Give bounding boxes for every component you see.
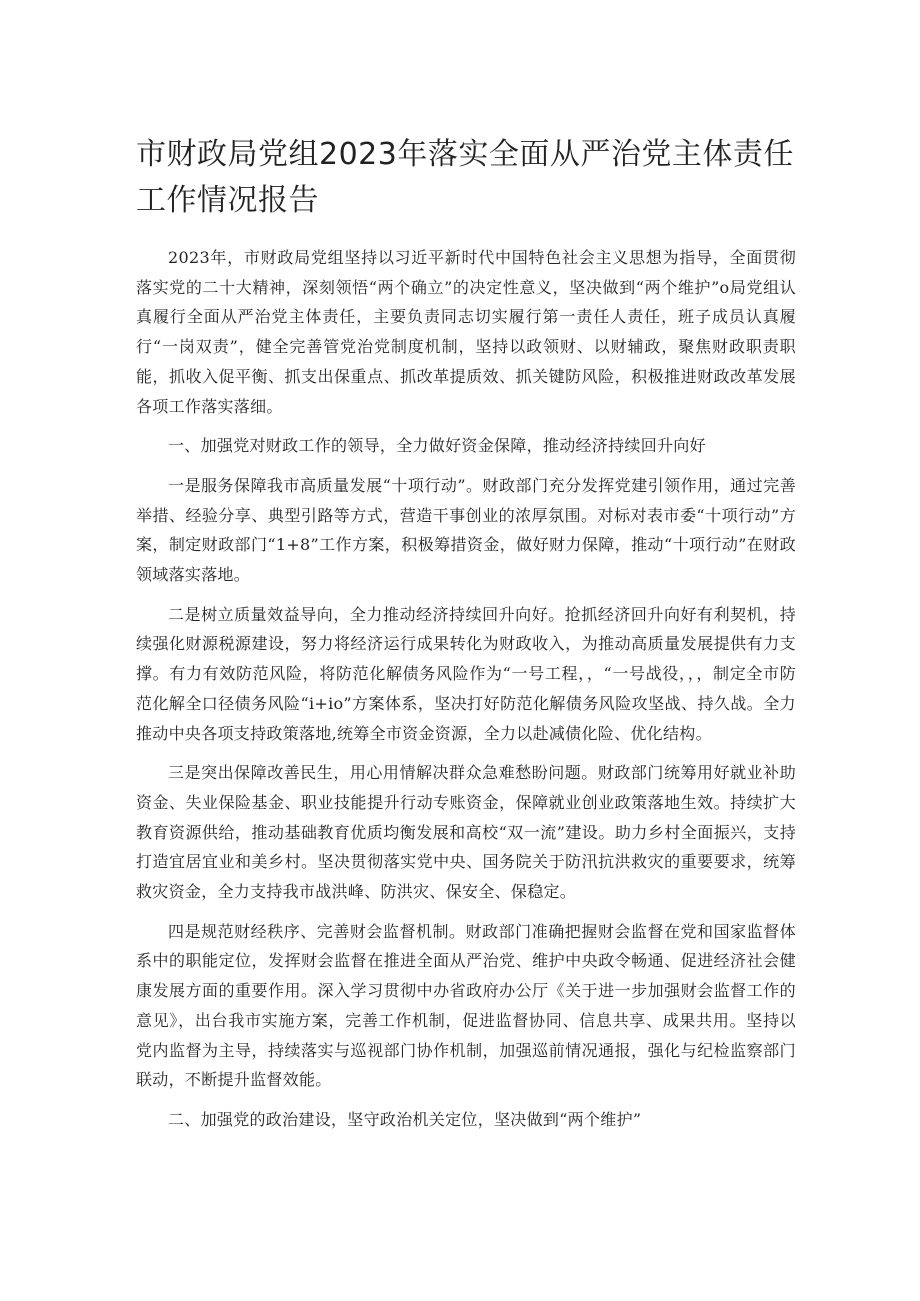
body-paragraph-4: 四是规范财经秩序、完善财会监督机制。财政部门准确把握财会监督在党和国家监督体系中的职能定位，发挥财会监督在推进全面从严治党、维护中央政令畅通、促进经济社会健康发展方面的重要作用。深入学习贯彻中办省政府办公厅《关于进一步加强财会监督工作的意见》，出台我市实施方案，完善工作机制，促进监督协同、信息共享、成果共用。坚持以党内监督为主导，持续落实与巡视部门协作机制，加强巡前情况通报，强化与纪检监察部门联动，不断提升监督效能。 <box>136 921 796 1090</box>
document-title: 市财政局党组2023年落实全面从严治党主体责任工作情况报告 <box>136 137 794 218</box>
section-heading-2: 二、加强党的政治建设，坚守政治机关定位，坚决做到“两个维护” <box>168 1109 642 1129</box>
body-paragraph-3: 三是突出保障改善民生，用心用情解决群众急难愁盼问题。财政部门统筹用好就业补助资金、失业保险基金、职业技能提升行动专账资金，保障就业创业政策落地生效。持续扩大教育资源供给，推动基础教育优质均衡发展和高校“双一流”建设。助力乡村全面振兴，支持打造宜居宜业和美乡村。坚决贯彻落实党中央、国务院关于防汛抗洪救灾的重要要求，统筹救灾资金，全力支持我市战洪峰、防洪灾、保安全、保稳定。 <box>136 763 796 902</box>
section-heading-1: 一、加强党对财政工作的领导，全力做好资金保障，推动经济持续回升向好 <box>168 436 706 456</box>
body-paragraph-2: 二是树立质量效益导向，全力推动经济持续回升向好。抢抓经济回升向好有利契机，持续强化财源税源建设，努力将经济运行成果转化为财政收入，为推动高质量发展提供有力支撑。有力有效防范风险，将防范化解债务风险作为“一号工程，，“一号战役，，，制定全市防范化解全口径债务风险“i+io”方案体系，坚决打好防范化解债务风险攻坚战、持久战。全力推动中央各项支持政策落地,统筹全市资金资源，全力以赴减债化险、优化结构。 <box>136 604 796 743</box>
body-paragraph-1: 一是服务保障我市高质量发展“十项行动”。财政部门充分发挥党建引领作用，通过完善举措、经验分享、典型引路等方式，营造干事创业的浓厚氛围。对标对表市委“十项行动”方案，制定财政部门“1+8”工作方案，积极筹措资金，做好财力保障，推动“十项行动”在财政领域落实落地。 <box>136 475 796 585</box>
intro-paragraph: 2023年，市财政局党组坚持以习近平新时代中国特色社会主义思想为指导，全面贯彻落实党的二十大精神，深刻领悟“两个确立”的决定性意义，坚决做到“两个维护”o局党组认真履行全面从严治党主体责任，主要负责同志切实履行第一责任人责任，班子成员认真履行“一岗双责”，健全完善管党治党制度机制，坚持以政领财、以财辅政，聚焦财政职责职能，抓收入促平衡、抓支出保重点、抓改革提质效、抓关键防风险，积极推进财政改革发展各项工作落实落细。 <box>136 248 796 416</box>
document-body <box>136 243 796 1145</box>
